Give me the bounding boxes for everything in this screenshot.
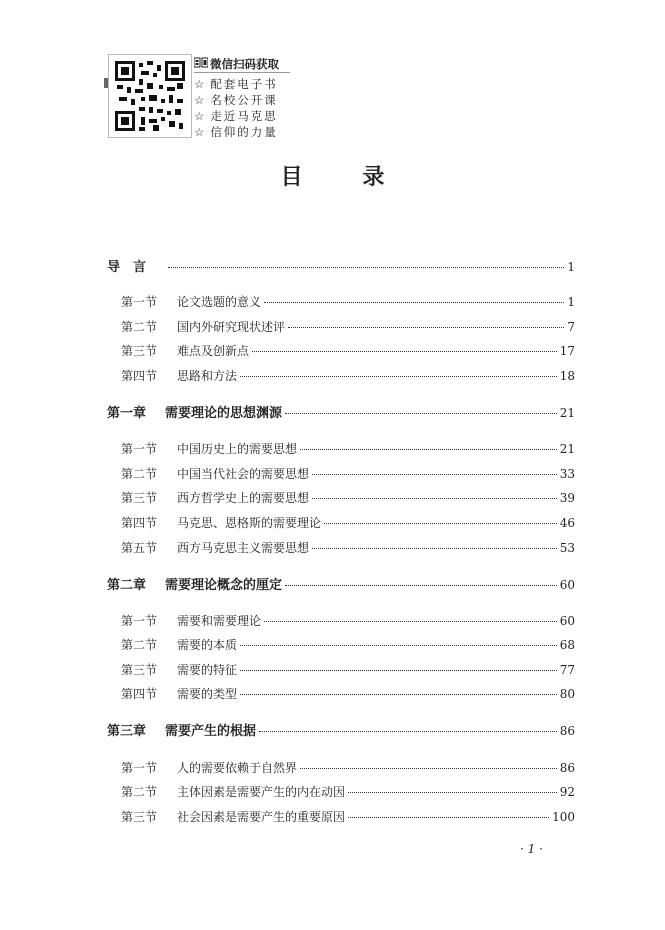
section-title: 需要的本质 xyxy=(177,638,238,652)
toc-section[interactable] xyxy=(121,685,575,703)
chapter-title: 需要理论的思想渊源 xyxy=(165,406,283,421)
section-number: 第四节 xyxy=(121,687,158,701)
section-number: 第一节 xyxy=(121,295,158,309)
dot-leader xyxy=(264,621,557,622)
dot-leader xyxy=(348,792,557,793)
toc-chapter-intro[interactable] xyxy=(107,258,575,276)
page-number: 80 xyxy=(559,687,575,701)
star-icon: ☆ xyxy=(194,125,205,139)
page-number: 100 xyxy=(552,810,575,824)
dot-leader xyxy=(240,645,557,646)
page-number: 1 xyxy=(567,260,575,274)
section-number: 第二节 xyxy=(121,785,158,799)
star-icon: ☆ xyxy=(194,109,205,123)
toc-section[interactable] xyxy=(121,489,575,507)
page-number: 18 xyxy=(559,369,575,383)
toc-section[interactable] xyxy=(121,636,575,654)
page-number: 60 xyxy=(559,614,575,628)
dot-leader xyxy=(240,694,557,695)
section-number: 第二节 xyxy=(121,638,158,652)
section-number: 第三节 xyxy=(121,663,158,677)
qr-code-icon xyxy=(115,61,185,131)
page-number: 60 xyxy=(559,578,575,592)
section-number: 第三节 xyxy=(121,491,158,505)
dot-leader xyxy=(240,376,557,377)
page-number: 7 xyxy=(567,320,575,334)
page-title: 目 录 xyxy=(280,165,411,190)
section-title: 中国历史上的需要思想 xyxy=(177,442,298,456)
page-number: 21 xyxy=(559,406,575,420)
chapter-number: 第一章 xyxy=(107,406,147,421)
dot-leader xyxy=(240,670,557,671)
section-title: 马克思、恩格斯的需要理论 xyxy=(177,516,322,530)
chapter-number: 导 言 xyxy=(107,260,147,275)
section-title: 中国当代社会的需要思想 xyxy=(177,467,310,481)
toc-section[interactable] xyxy=(121,514,575,532)
section-title: 人的需要依赖于自然界 xyxy=(177,761,298,775)
section-number: 第一节 xyxy=(121,761,158,775)
dot-leader xyxy=(312,548,557,549)
page-number: 39 xyxy=(559,491,575,505)
page-number: 92 xyxy=(559,785,575,799)
page-number: 86 xyxy=(559,724,575,738)
toc-section[interactable] xyxy=(121,465,575,483)
toc-chapter[interactable] xyxy=(107,576,575,594)
section-title: 国内外研究现状述评 xyxy=(177,320,286,334)
toc-section[interactable] xyxy=(121,293,575,311)
section-number: 第三节 xyxy=(121,344,158,358)
list-item: ☆ 配套电子书 xyxy=(194,77,278,91)
page-number: 77 xyxy=(559,663,575,677)
section-title: 论文选题的意义 xyxy=(177,295,262,309)
section-title: 需要的类型 xyxy=(177,687,238,701)
section-number: 第五节 xyxy=(121,541,158,555)
toc-section[interactable] xyxy=(121,783,575,801)
chapter-title: 需要产生的根据 xyxy=(165,724,257,739)
page-number: 53 xyxy=(559,541,575,555)
toc-section[interactable] xyxy=(121,759,575,777)
qr-code[interactable] xyxy=(108,54,192,138)
toc-chapter[interactable] xyxy=(107,404,575,422)
page-number: 17 xyxy=(559,344,575,358)
list-item: ☆ 走近马克思 xyxy=(194,109,278,123)
toc-section[interactable] xyxy=(121,440,575,458)
section-title: 难点及创新点 xyxy=(177,344,250,358)
chapter-number: 第三章 xyxy=(107,724,147,739)
dot-leader xyxy=(312,474,557,475)
page-number: 46 xyxy=(559,516,575,530)
section-title: 需要和需要理论 xyxy=(177,614,262,628)
qr-feature-list xyxy=(194,76,278,140)
section-title: 西方哲学史上的需要思想 xyxy=(177,491,310,505)
chapter-title: 需要理论概念的厘定 xyxy=(165,578,283,593)
section-number: 第一节 xyxy=(121,614,158,628)
toc-section[interactable] xyxy=(121,808,575,826)
section-title: 社会因素是需要产生的重要原因 xyxy=(177,810,346,824)
list-item: ☆ 信仰的力量 xyxy=(194,125,278,139)
dot-leader xyxy=(288,327,564,328)
dot-leader xyxy=(285,413,557,414)
dot-leader xyxy=(300,449,557,450)
chapter-number: 第二章 xyxy=(107,578,147,593)
dot-leader xyxy=(259,731,557,732)
dot-leader xyxy=(348,817,549,818)
divider xyxy=(194,72,290,73)
dot-leader xyxy=(264,302,564,303)
dot-leader xyxy=(285,585,557,586)
page-number: 68 xyxy=(559,638,575,652)
page-number: 1 xyxy=(567,295,575,309)
page-folio: · 1 · xyxy=(520,842,543,856)
page-number: 21 xyxy=(559,442,575,456)
section-title: 西方马克思主义需要思想 xyxy=(177,541,310,555)
toc-section[interactable] xyxy=(121,661,575,679)
dot-leader xyxy=(168,267,564,268)
toc-section[interactable] xyxy=(121,612,575,630)
section-number: 第二节 xyxy=(121,320,158,334)
section-title: 需要的特征 xyxy=(177,663,238,677)
section-number: 第二节 xyxy=(121,467,158,481)
dot-leader xyxy=(300,768,557,769)
qr-heading-text: 微信扫码获取 xyxy=(210,57,279,71)
section-title: 主体因素是需要产生的内在动因 xyxy=(177,785,346,799)
page-number: 86 xyxy=(559,761,575,775)
qr-heading xyxy=(194,56,279,72)
toc-section[interactable] xyxy=(121,318,575,336)
star-icon: ☆ xyxy=(194,77,205,91)
star-icon: ☆ xyxy=(194,93,205,107)
section-number: 第四节 xyxy=(121,516,158,530)
section-title: 思路和方法 xyxy=(177,369,238,383)
toc-section[interactable] xyxy=(121,539,575,557)
toc-chapter[interactable] xyxy=(107,722,575,740)
section-number: 第四节 xyxy=(121,369,158,383)
dot-leader xyxy=(312,498,557,499)
toc-section[interactable] xyxy=(121,342,575,360)
dot-leader xyxy=(252,351,557,352)
page-number: 33 xyxy=(559,467,575,481)
section-number: 第一节 xyxy=(121,442,158,456)
list-item: ☆ 名校公开课 xyxy=(194,93,278,107)
dot-leader xyxy=(324,523,557,524)
toc-section[interactable] xyxy=(121,367,575,385)
qr-promo-block xyxy=(108,54,288,140)
wechat-icon xyxy=(194,57,208,71)
section-number: 第三节 xyxy=(121,810,158,824)
